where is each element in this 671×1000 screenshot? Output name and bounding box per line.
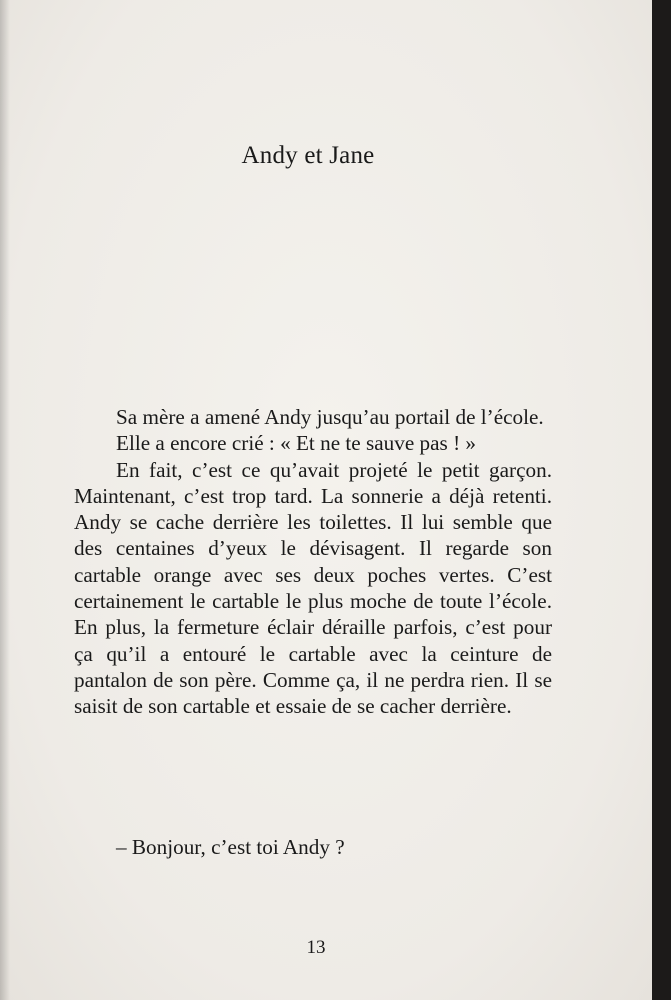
paragraph: Sa mère a amené Andy jusqu’au portail de l’école. xyxy=(116,405,544,429)
chapter-title: Andy et Jane xyxy=(241,142,375,169)
dialogue-line: – Bonjour, c’est toi Andy ? xyxy=(116,835,345,859)
body-text xyxy=(74,404,552,720)
page-number: 13 xyxy=(306,937,326,958)
paragraph: Elle a encore crié : « Et ne te sauve pas ! » xyxy=(116,431,477,456)
paragraph: En fait, c’est ce qu’avait projeté le petit garçon. Maintenant, c’est trop tard. La sonnerie a déjà retenti. Andy se cache derrière les toilettes. Il lui semble que des centaines d’yeux le dévisagent. Il regarde son cartable orange avec ses deux poches vertes. C’est certainement le cartable le plus moche de toute l’école. En plus, la fermeture éclair déraille parfois, c’est pour ça qu’il a entouré le cartable avec la ceinture de pantalon de son père. Comme ça, il ne perdra rien. Il se saisit de son cartable et essaie de se cacher derrière. xyxy=(74,457,552,719)
